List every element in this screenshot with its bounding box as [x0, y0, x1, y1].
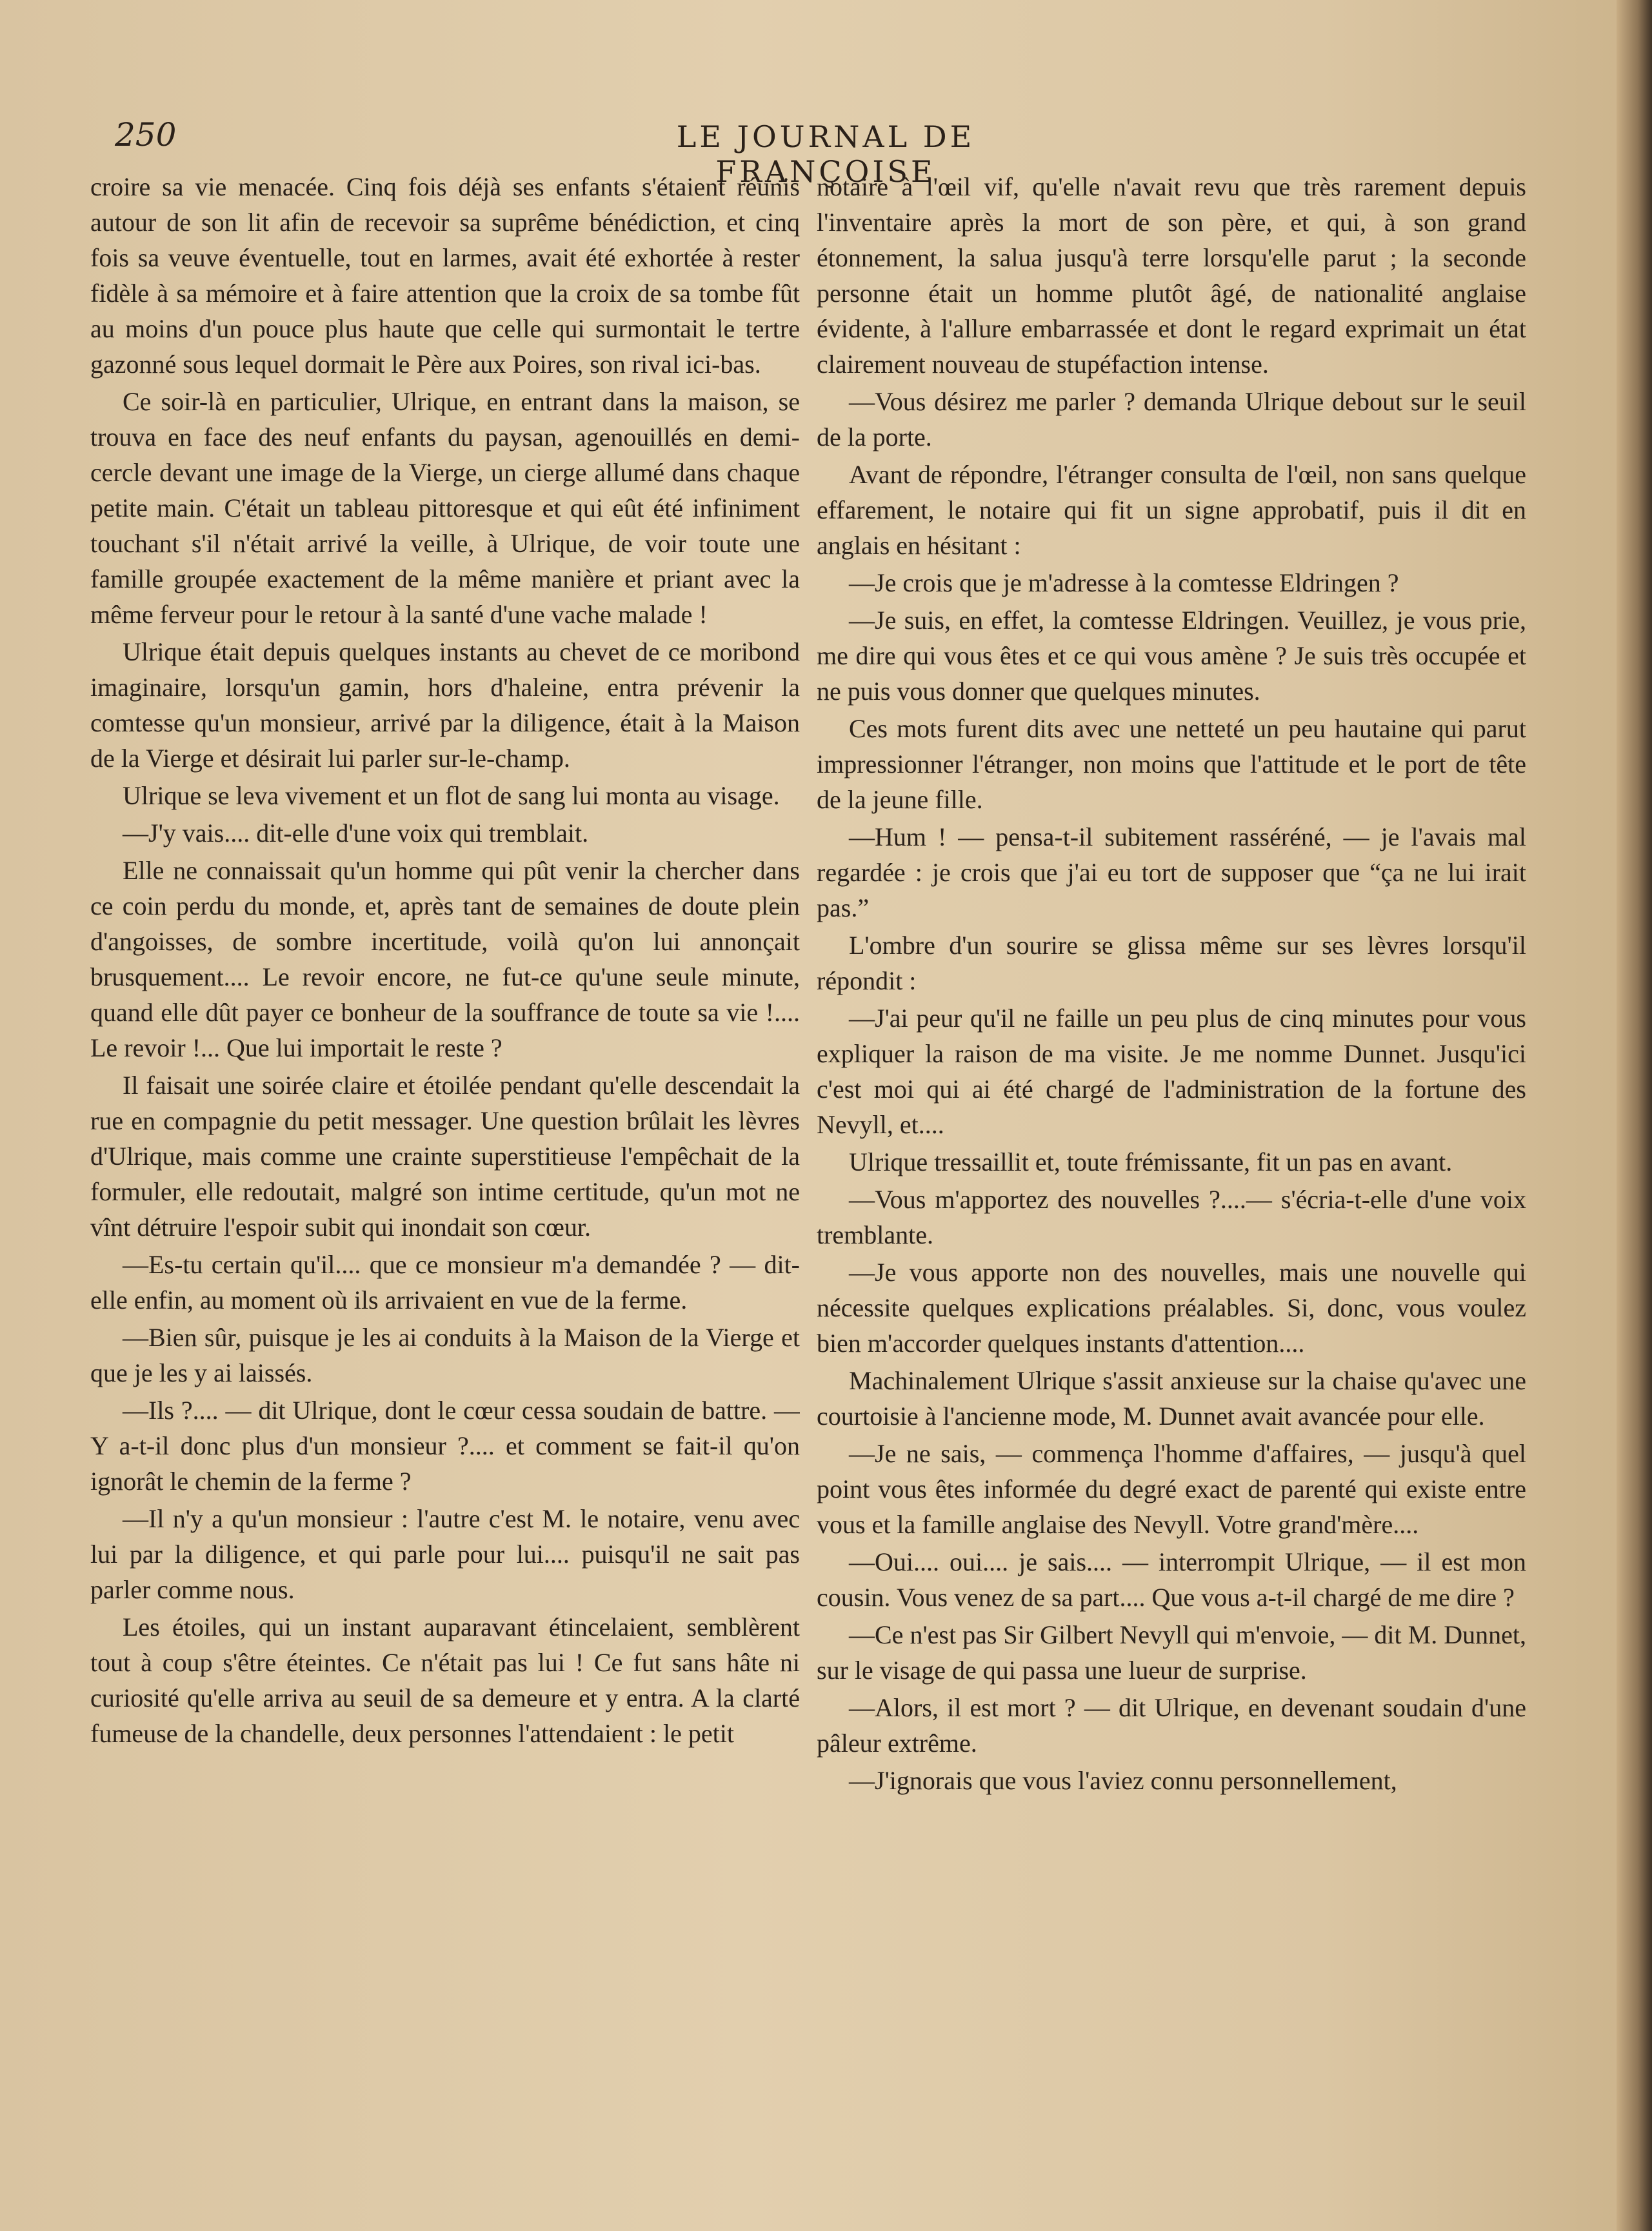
- paragraph: Elle ne connaissait qu'un homme qui pût venir la chercher dans ce coin perdu du monde, et, après tant de semaines de doute plein d'angoisses, de sombre incertitude, voilà qu'on lui annonçait brusquement.... Le revoir encore, ne fut-ce qu'une seule minute, quand elle dût payer ce bonheur de la souffrance de toute sa vie !.... Le revoir !... Que lui importait le reste ?: [90, 856, 800, 1062]
- paragraph: —Je crois que je m'adresse à la comtesse Eldringen ?: [849, 568, 1399, 597]
- paragraph: —Je ne sais, — commença l'homme d'affaires, — jusqu'à quel point vous êtes informée du degré exact de parenté qui existe entre vous et la famille anglaise des Nevyll. Votre grand'mère....: [817, 1439, 1526, 1539]
- paragraph: Avant de répondre, l'étranger consulta de l'œil, non sans quelque effarement, le notaire qui fit un signe approbatif, puis il dit en anglais en hésitant :: [817, 460, 1526, 560]
- page-number: 250: [115, 116, 177, 154]
- paragraph: —Il n'y a qu'un monsieur : l'autre c'est M. le notaire, venu avec lui par la diligence, et qui parle pour lui.... puisqu'il ne sait pas parler comme nous.: [90, 1504, 800, 1604]
- paragraph: —Ils ?.... — dit Ulrique, dont le cœur cessa soudain de battre. — Y a-t-il donc plus d'un monsieur ?.... et comment se fait-il qu'on ignorât le chemin de la ferme ?: [90, 1396, 800, 1496]
- paragraph: —J'ai peur qu'il ne faille un peu plus de cinq minutes pour vous expliquer la raison de ma visite. Je me nomme Dunnet. Jusqu'ici c'est moi qui ai été chargé de l'administration de la fortune des Nevyll, et....: [817, 1004, 1526, 1139]
- running-head-title: LE JOURNAL DE FRANÇOISE: [676, 119, 975, 189]
- paragraph: Ulrique tressaillit et, toute frémissante, fit un pas en avant.: [849, 1147, 1453, 1176]
- paragraph: notaire à l'œil vif, qu'elle n'avait revu que très rarement depuis l'inventaire après la mort de son père, et qui, à son grand étonnement, la salua jusqu'à terre lorsqu'elle parut ; la seconde personne était un homme plutôt âgé, de nationalité anglaise évidente, à l'allure embarrassée et dont le regard exprimait un état clairement nouveau de stupéfaction intense.: [817, 172, 1526, 379]
- paragraph: Ce soir-là en particulier, Ulrique, en entrant dans la maison, se trouva en face des neuf enfants du paysan, agenouillés en demi-cercle devant une image de la Vierge, un cierge allumé dans chaque petite main. C'était un tableau pittoresque et qui eût été infiniment touchant s'il n'était arrivé la veille, à Ulrique, de voir toute une famille groupée exactement de la même manière et priant avec la même ferveur pour le retour à la santé d'une vache malade !: [90, 387, 800, 629]
- paragraph: —Hum ! — pensa-t-il subitement rasséréné, — je l'avais mal regardée : je crois que j'ai eu tort de supposer que “ça ne lui irait pas.”: [817, 822, 1526, 922]
- paragraph: Ces mots furent dits avec une netteté un peu hautaine qui parut impressionner l'étranger, non moins que l'attitude et le port de tête de la jeune fille.: [817, 714, 1526, 814]
- right-text-column: [817, 169, 1526, 2104]
- paragraph: —Ce n'est pas Sir Gilbert Nevyll qui m'envoie, — dit M. Dunnet, sur le visage de qui passa une lueur de surprise.: [817, 1620, 1526, 1685]
- page-edge-shadow: [1617, 0, 1652, 2231]
- paragraph: Il faisait une soirée claire et étoilée pendant qu'elle descendait la rue en compagnie du petit messager. Une question brûlait les lèvres d'Ulrique, mais comme une crainte superstitieuse l'empêchait de la formuler, elle redoutait, malgré son intime certitude, qu'un mot ne vînt détruire l'espoir subit qui inondait son cœur.: [90, 1071, 800, 1242]
- left-text-column: [90, 169, 800, 2104]
- paragraph: —Alors, il est mort ? — dit Ulrique, en devenant soudain d'une pâleur extrême.: [817, 1693, 1526, 1758]
- paragraph: —J'y vais.... dit-elle d'une voix qui tremblait.: [123, 818, 589, 848]
- paragraph: —Bien sûr, puisque je les ai conduits à la Maison de la Vierge et que je les y ai laissés.: [90, 1323, 800, 1387]
- paragraph: —Vous désirez me parler ? demanda Ulrique debout sur le seuil de la porte.: [817, 387, 1526, 451]
- paragraph: Machinalement Ulrique s'assit anxieuse sur la chaise qu'avec une courtoisie à l'ancienne mode, M. Dunnet avait avancée pour elle.: [817, 1366, 1526, 1431]
- paragraph: —Vous m'apportez des nouvelles ?....— s'écria-t-elle d'une voix tremblante.: [817, 1185, 1526, 1249]
- paragraph: —Oui.... oui.... je sais.... — interrompit Ulrique, — il est mon cousin. Vous venez de sa part.... Que vous a-t-il chargé de me dire ?: [817, 1547, 1526, 1612]
- paragraph: —J'ignorais que vous l'aviez connu personnellement,: [849, 1766, 1397, 1795]
- paragraph: L'ombre d'un sourire se glissa même sur ses lèvres lorsqu'il répondit :: [817, 931, 1526, 995]
- paragraph: Les étoiles, qui un instant auparavant étincelaient, semblèrent tout à coup s'être éteintes. Ce n'était pas lui ! Ce fut sans hâte ni curiosité qu'elle arriva au seuil de sa demeure et y entra. A la clarté fumeuse de la chandelle, deux personnes l'attendaient : le petit: [90, 1612, 800, 1748]
- paragraph: Ulrique se leva vivement et un flot de sang lui monta au visage.: [123, 781, 780, 810]
- paragraph: —Je vous apporte non des nouvelles, mais une nouvelle qui nécessite quelques explications préalables. Si, donc, vous voulez bien m'accorder quelques instants d'attention....: [817, 1258, 1526, 1358]
- paragraph: Ulrique était depuis quelques instants au chevet de ce moribond imaginaire, lorsqu'un gamin, hors d'haleine, entra prévenir la comtesse qu'un monsieur, arrivé par la diligence, était à la Maison de la Vierge et désirait lui parler sur-le-champ.: [90, 637, 800, 773]
- paragraph: croire sa vie menacée. Cinq fois déjà ses enfants s'étaient réunis autour de son lit afin de recevoir sa suprême bénédiction, et cinq fois sa veuve éventuelle, tout en larmes, avait été exhortée à rester fidèle à sa mémoire et à faire attention que la croix de sa tombe fût au moins d'un pouce plus haute que celle qui surmontait le tertre gazonné sous lequel dormait le Père aux Poires, son rival ici-bas.: [90, 172, 800, 379]
- paragraph: —Je suis, en effet, la comtesse Eldringen. Veuillez, je vous prie, me dire qui vous êtes et ce qui vous amène ? Je suis très occupée et ne puis vous donner que quelques minutes.: [817, 606, 1526, 706]
- paragraph: —Es-tu certain qu'il.... que ce monsieur m'a demandée ? — dit-elle enfin, au moment où ils arrivaient en vue de la ferme.: [90, 1250, 800, 1314]
